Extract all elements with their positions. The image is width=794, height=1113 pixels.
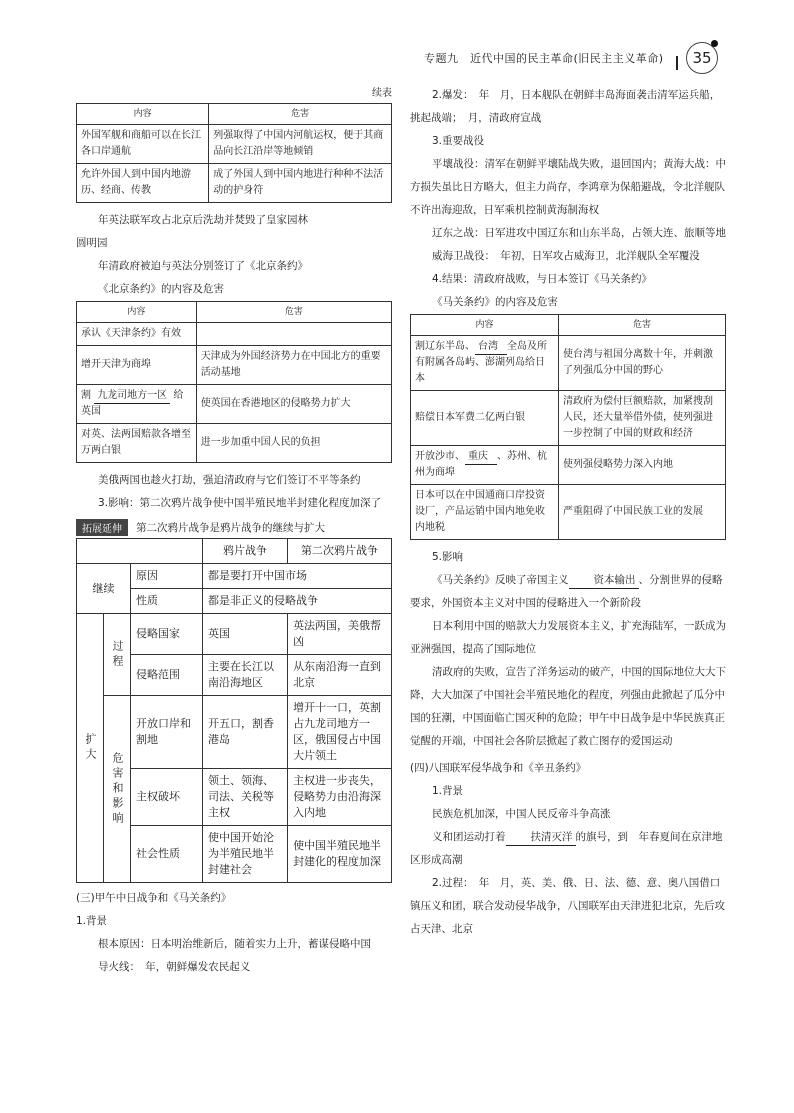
group-label: 危害和影响 (104, 696, 131, 883)
subheading: 1.背景 (76, 915, 108, 927)
table-cell: 开五口，割香港岛 (203, 696, 288, 769)
extension-heading: 第二次鸦片战争是鸦片战争的继续与扩大 (136, 522, 325, 534)
paragraph: 威海卫战役： 年初，日军攻占威海卫，北洋舰队全军覆没 (432, 250, 700, 262)
fill-blank: 九龙司地方一区 (94, 388, 170, 404)
table-row (77, 614, 392, 655)
table-cell: 使中国开始沦为半殖民地半封建社会 (203, 826, 288, 883)
fill-blank: 台湾 (475, 339, 507, 355)
table-cell: 使中国半殖民地半封建化的程度加深 (288, 826, 392, 883)
extension-title (76, 519, 392, 536)
table-cell: 增开十一口，英割占九龙司地方一区，俄国侵占中国大片领土 (288, 696, 392, 769)
table-cell: 英国 (203, 614, 288, 655)
extension-badge: 拓展延伸 (76, 519, 128, 536)
table-cell: 承认《天津条约》有效 (77, 323, 197, 346)
paragraph: 根本原因：日本明治维新后，随着实力上升，蓄谋侵略中国 (98, 938, 371, 950)
table-cell: 都是非正义的侵略战争 (203, 589, 392, 614)
table-cell: 侵略国家 (131, 614, 203, 655)
table-cell: 赔偿日本军费二亿两白银 (411, 391, 559, 446)
table-cell: 清政府为偿付巨额赔款，加紧搜刮人民，还大量举借外债，使列强进一步控制了中国的财政和经济 (559, 391, 726, 446)
paragraph: 辽东之战：日军进攻中国辽东和山东半岛，占领大连、旅顺等地 (432, 227, 726, 239)
paragraph: 清政府的失败，宣告了洋务运动的破产，中国的国际地位大大下降，大大加深了中国社会半殖民地化的程度，列强由此掀起了瓜分中国的狂潮，中国面临亡国灭种的危险；甲午中日战争是中华民族真正觉醒的开端，中国社会各阶层掀起了救亡图存的爱国运动 (410, 666, 726, 747)
text: 圆明园 (76, 237, 108, 249)
text: 割辽东半岛、 (415, 341, 475, 352)
table-cell (411, 446, 559, 485)
table-cell: 主权进一步丧失，侵略势力由沿海深入内地 (288, 769, 392, 826)
table-cell: 主权破坏 (131, 769, 203, 826)
table-row (77, 164, 392, 203)
table-cell: 开放口岸和割地 (131, 696, 203, 769)
text: 年英法联军攻占北京后洗劫并焚毁了皇家园林 (98, 214, 308, 226)
text: 的旗号，到 年春夏间在京津地区形成高潮 (410, 831, 723, 866)
table-cell: 从东南沿海一直到北京 (288, 655, 392, 696)
paragraph (76, 209, 392, 255)
paragraph: 《北京条约》的内容及危害 (98, 283, 224, 295)
paragraph: 平壤战役：清军在朝鲜平壤陆战失败，退回国内；黄海大战：中方损失虽比日方略大，但主力尚存，李鸿章为保船避战，令北洋舰队不许出海迎敌，日军乘机控制黄海制海权 (410, 158, 726, 216)
table-cell: 使列强侵略势力深入内地 (559, 446, 726, 485)
paragraph (410, 826, 726, 872)
text: 、苏州、杭州为商埠 (415, 451, 547, 478)
text: 义和团运动打着 (432, 831, 506, 843)
table-row (411, 391, 726, 446)
table-cell: 列强取得了中国内河航运权，便于其商品向长江沿岸等地倾销 (209, 125, 392, 164)
table-row (77, 323, 392, 346)
table-row (411, 485, 726, 540)
table-cell: 性质 (131, 589, 203, 614)
fill-blank: 重庆 (465, 449, 497, 465)
table-header: 内容 (77, 302, 197, 323)
table-caption: 续表 (372, 88, 392, 99)
left-column (76, 84, 392, 979)
table-row (77, 696, 392, 769)
table-cell: 原因 (131, 564, 203, 589)
header-divider (676, 56, 678, 70)
table-cell: 使英国在香港地区的侵略势力扩大 (196, 385, 391, 424)
table-header: 危害 (196, 302, 391, 323)
text: 割 (81, 390, 91, 401)
table-cell: 侵略范围 (131, 655, 203, 696)
paragraph: 日本利用中国的赔款大力发展资本主义，扩充海陆军，一跃成为亚洲强国，提高了国际地位 (410, 620, 726, 655)
opium-war-comparison-table (76, 538, 392, 883)
table-header: 内容 (77, 104, 209, 125)
paragraph: 2.过程： 年 月，英、美、俄、日、法、德、意、奥八国借口镇压义和团，联合发动侵华战争，八国联军由天津进犯北京，先后攻占天津、北京 (410, 877, 725, 935)
beijing-treaty-table (76, 301, 392, 463)
section-heading: (四)八国联军侵华战争和《辛丑条约》 (410, 762, 587, 774)
table-row (77, 564, 392, 589)
group-label: 继续 (77, 564, 131, 614)
shimonoseki-treaty-table (410, 314, 726, 540)
table-header: 内容 (411, 315, 559, 336)
treaty-table-continued (76, 103, 392, 203)
fill-blank: 资本输出 (569, 573, 639, 589)
text: 、分割世界的侵略要求，外国资本主义对中国的侵略进入一个新阶段 (410, 574, 723, 609)
section-heading: (三)甲午中日战争和《马关条约》 (76, 892, 232, 904)
paragraph (410, 569, 726, 615)
paragraph: 导火线： 年，朝鲜爆发农民起义 (98, 961, 251, 973)
running-header: 专题九 近代中国的民主革命(旧民主主义革命) (424, 52, 664, 65)
table-cell: 增开天津为商埠 (77, 346, 197, 385)
table-cell: 英法两国，美俄帮凶 (288, 614, 392, 655)
group-label: 扩大 (77, 614, 104, 883)
table-header: 危害 (209, 104, 392, 125)
table-cell: 进一步加重中国人民的负担 (196, 424, 391, 463)
table-cell: 主要在长江以南沿海地区 (203, 655, 288, 696)
paragraph: 《马关条约》的内容及危害 (432, 296, 558, 308)
table-cell: 领土、领海、司法、关税等主权 (203, 769, 288, 826)
paragraph: 美俄两国也趁火打劫，强迫清政府与它们签订不平等条约 (98, 474, 361, 486)
text: 全岛及所有附属各岛屿、澎湖列岛给日本 (415, 341, 547, 384)
right-column (410, 84, 726, 941)
group-label: 过程 (104, 614, 131, 696)
table-cell: 允许外国人到中国内地游历、经商、传教 (77, 164, 209, 203)
table-header: 危害 (559, 315, 726, 336)
paragraph: 年清政府被迫与英法分别签订了《北京条约》 (98, 260, 308, 272)
table-row (77, 346, 392, 385)
text: 给英国 (81, 390, 184, 417)
paragraph: 民族危机加深，中国人民反帝斗争高涨 (432, 808, 611, 820)
table-header: 第二次鸦片战争 (288, 539, 392, 564)
paragraph: 3.影响：第二次鸦片战争使中国半殖民地半封建化程度加深了 (98, 497, 382, 509)
table-row (411, 336, 726, 391)
table-cell: 成了外国人到中国内地进行种种不法活动的护身符 (209, 164, 392, 203)
table-row (77, 424, 392, 463)
fill-blank: 扶清灭洋 (506, 830, 576, 846)
table-cell (77, 385, 197, 424)
table-cell: 天津成为外国经济势力在中国北方的重要活动基地 (196, 346, 391, 385)
table-cell: 使台湾与祖国分离数十年，并刺激了列强瓜分中国的野心 (559, 336, 726, 391)
table-row (411, 446, 726, 485)
table-cell: 都是要打开中国市场 (203, 564, 392, 589)
table-cell (411, 336, 559, 391)
page-number: 35 (686, 42, 718, 74)
table-cell: 日本可以在中国通商口岸投资设厂，产品运销中国内地免收内地税 (411, 485, 559, 540)
text: 《马关条约》反映了帝国主义 (432, 574, 569, 586)
table-row (77, 125, 392, 164)
paragraph: 2.爆发： 年 月，日本舰队在朝鲜丰岛海面袭击清军运兵船，挑起战端； 月，清政府宣战 (410, 89, 721, 124)
table-cell: 严重阻碍了中国民族工业的发展 (559, 485, 726, 540)
table-cell (196, 323, 391, 346)
paragraph: 4.结果：清政府战败，与日本签订《马关条约》 (432, 273, 653, 285)
table-cell: 外国军舰和商船可以在长江各口岸通航 (77, 125, 209, 164)
table-header-blank (77, 539, 203, 564)
subheading: 5.影响 (432, 551, 464, 563)
table-row (77, 385, 392, 424)
table-header: 鸦片战争 (203, 539, 288, 564)
table-cell: 社会性质 (131, 826, 203, 883)
text: 开放沙市、 (415, 451, 465, 462)
subheading: 1.背景 (432, 785, 464, 797)
table-cell: 对英、法两国赔款各增至万两白银 (77, 424, 197, 463)
subheading: 3.重要战役 (432, 135, 485, 147)
